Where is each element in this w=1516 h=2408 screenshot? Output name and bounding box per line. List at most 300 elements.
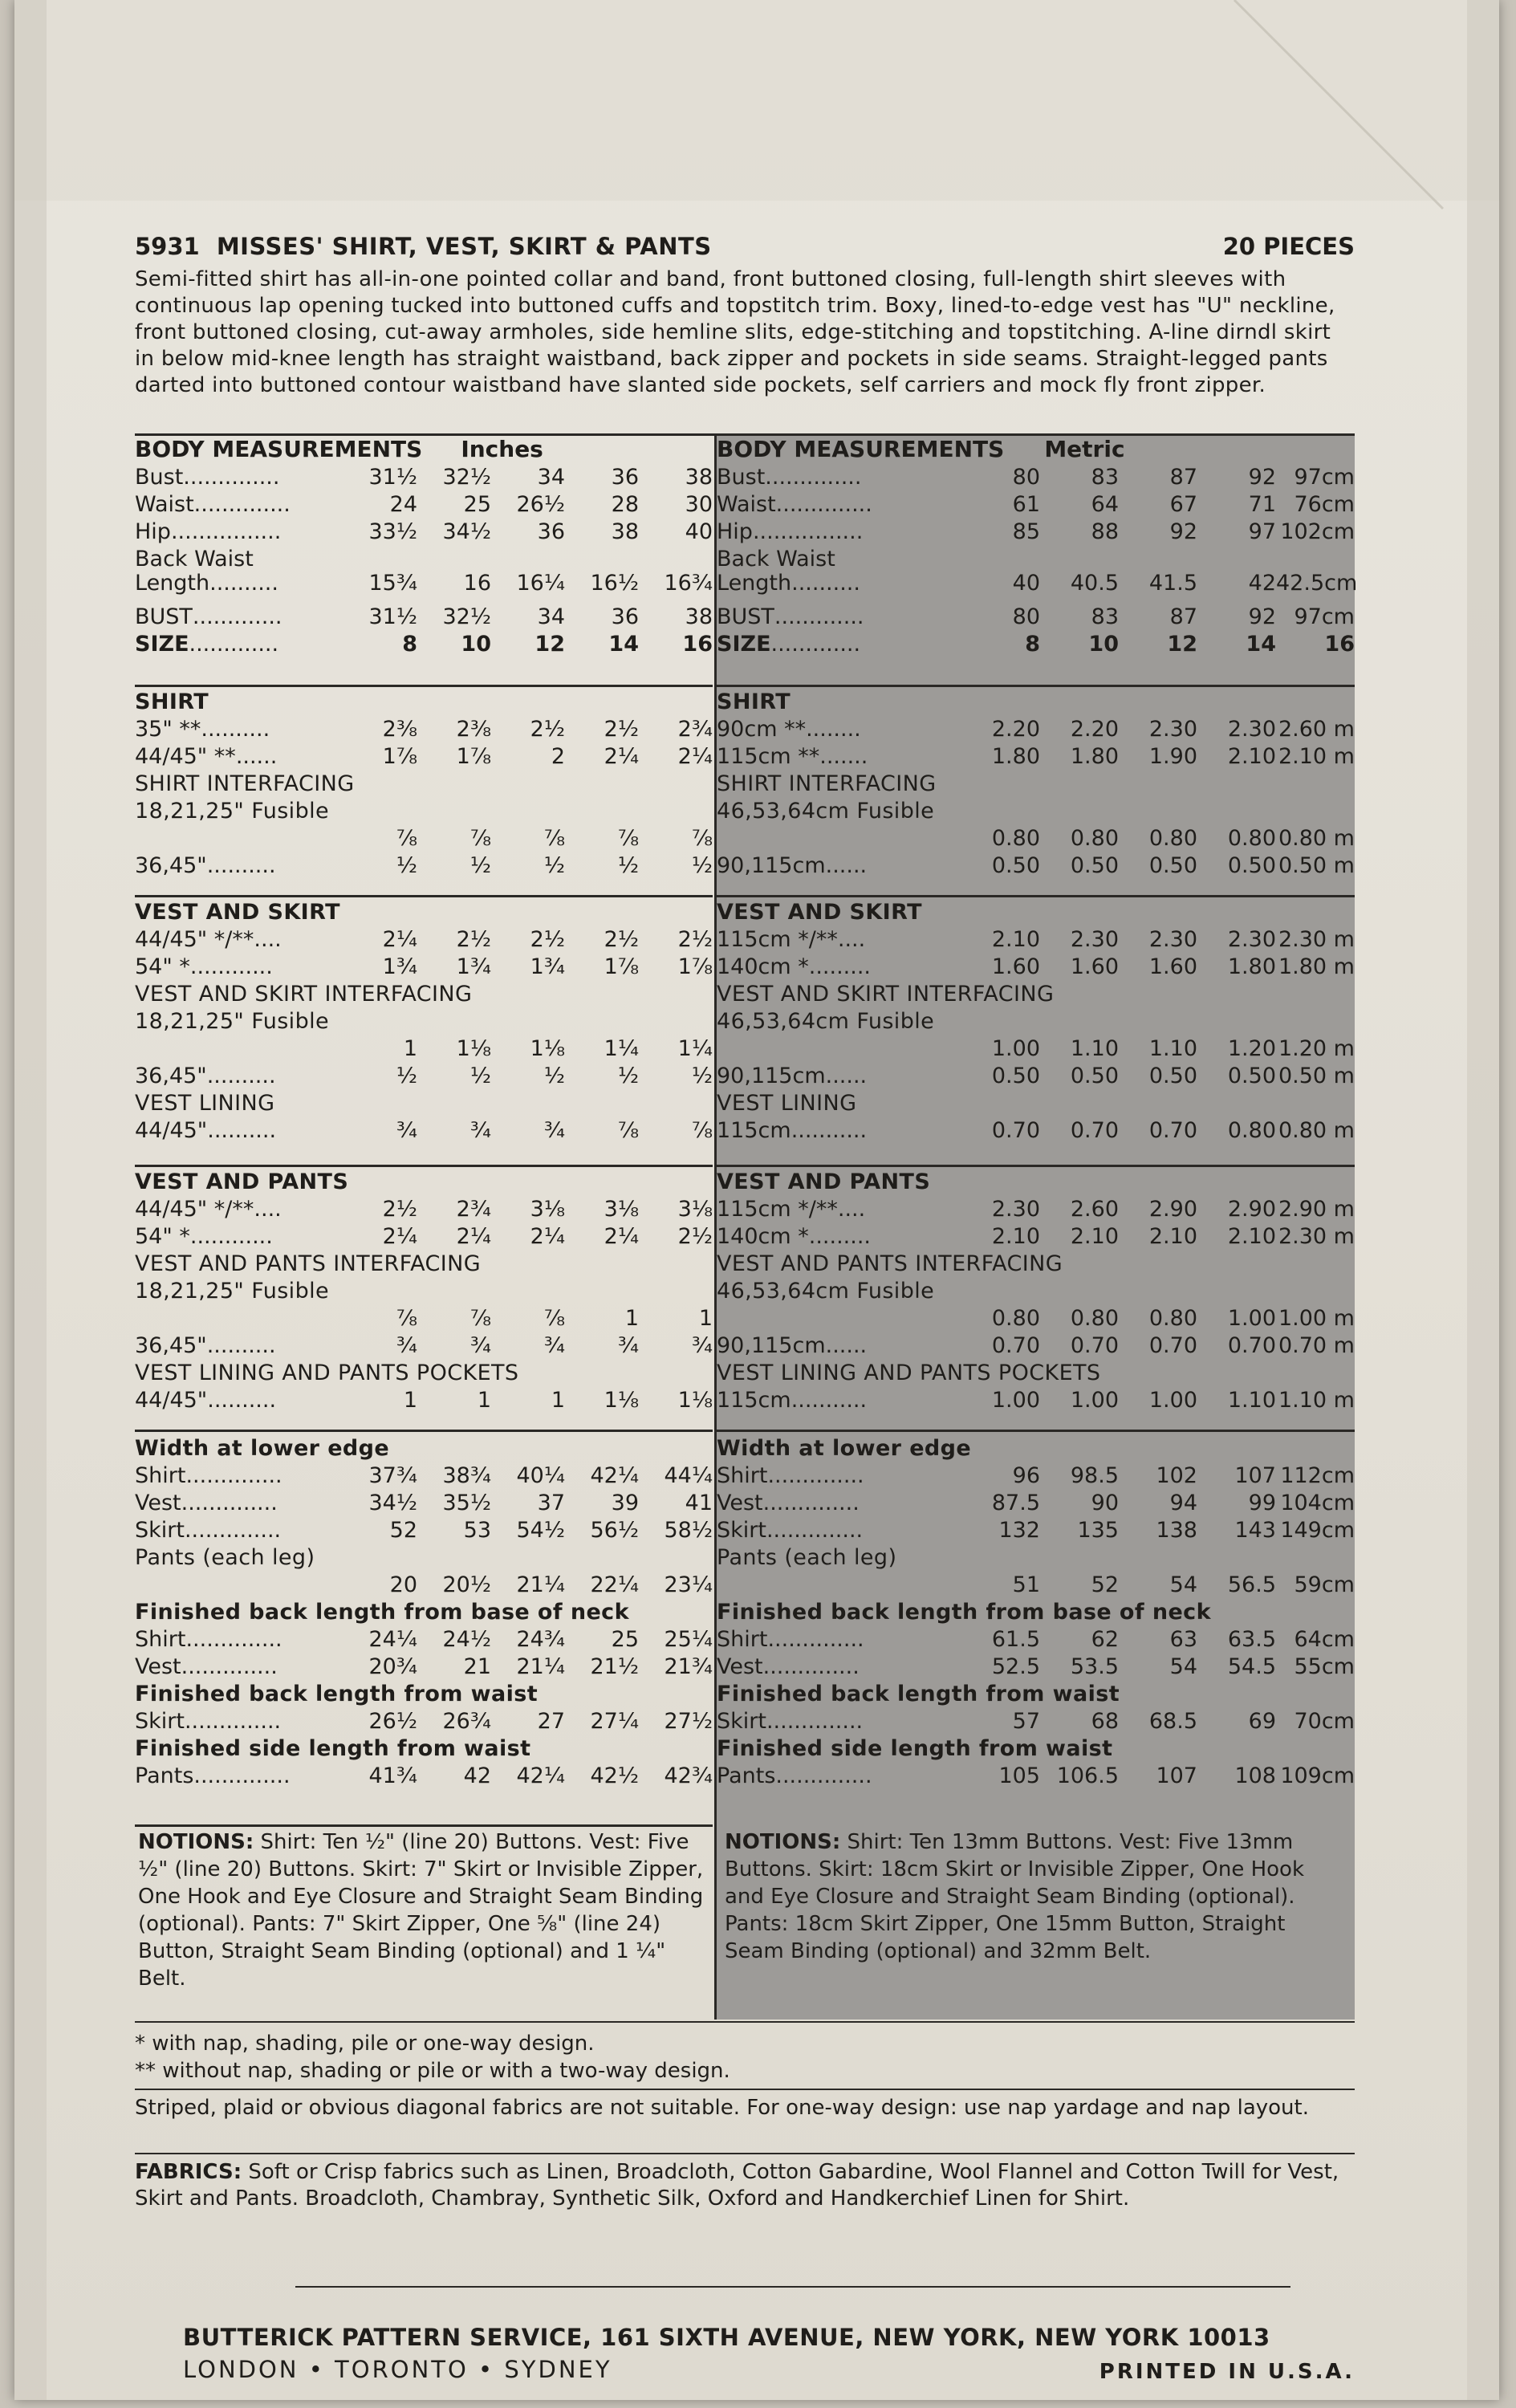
value-cell: 36: [611, 604, 639, 629]
value-cell: 38: [685, 604, 713, 629]
value-cell: 8: [402, 632, 417, 657]
value-cell: ½: [396, 1064, 417, 1088]
value-cell: 2½: [604, 717, 639, 742]
fabrics-label: FABRICS:: [135, 2160, 242, 2184]
value-cell: 2.10: [1227, 744, 1276, 769]
value-cell: 2.10: [1070, 1224, 1119, 1249]
value-cell: 16¾: [664, 571, 713, 596]
measure-row-bust: Bust .............. 31½ 32½ 34 36 38: [135, 465, 713, 490]
value-cell: 1⅛: [604, 1388, 639, 1413]
value-cell: 1.20 m: [1278, 1036, 1355, 1061]
value-cell: 10: [461, 632, 491, 657]
value-cell: 0.80: [1070, 1306, 1119, 1331]
value-cell: 2: [551, 744, 565, 769]
value-cells: [276, 1333, 713, 1358]
footnote-no-nap: ** without nap, shading or pile or with a two-way design.: [135, 2059, 730, 2083]
city-sydney: SYDNEY: [504, 2356, 612, 2383]
value-cells: [717, 826, 1355, 851]
value-cell: 1¾: [530, 954, 565, 979]
value-cell: 1.60: [1148, 954, 1197, 979]
value-cell: 42¼: [516, 1763, 565, 1788]
value-cell: 21½: [590, 1654, 639, 1679]
value-cell: 0.70: [991, 1333, 1040, 1358]
value-cell: 20: [389, 1572, 417, 1597]
value-cell: ⅞: [617, 826, 639, 851]
value-cell: 2¼: [530, 1224, 565, 1249]
value-cells: [867, 1118, 1355, 1143]
value-cell: 58½: [664, 1518, 713, 1543]
value-cell: 62: [1091, 1627, 1119, 1652]
value-cells: [135, 826, 713, 851]
value-cell: 83: [1091, 604, 1119, 629]
value-cell: 1.80: [991, 744, 1040, 769]
finished-measurements-inches: Width at lower edge Shirt .............. 37¾ 38¾ 40¼ 42¼ 44¼ Vest .............. 34½ 35½ 37 39 41 Skirt .............. 52 53 54½ 56½ 58½ Pants (each leg) 20 20½ 21¼ 22¼ 23¼ Finished back length from base of neck Shirt .............. 24¼ 24½ 24¾ 25 25¼ Vest .............. 20¾ 21 21¼ 21½ 21¾ Finished back length from waist Skirt .............. 26½ 26¾ 27 27¼ 27½ Finished side length from waist Pants .............. 41¾ 42 42¼ 42½ 42¾: [135, 1430, 713, 1827]
value-cell: 1⅞: [456, 744, 491, 769]
value-cell: 2.30: [1227, 927, 1276, 952]
value-cells: [717, 1036, 1355, 1061]
value-cell: 25: [463, 492, 491, 517]
value-cell: 92: [1248, 604, 1276, 629]
value-cell: 2.20: [1070, 717, 1119, 742]
value-cell: 1¼: [677, 1036, 713, 1061]
value-cells: [282, 1463, 713, 1488]
value-cell: 3⅛: [604, 1197, 639, 1222]
value-cell: 28: [611, 492, 639, 517]
value-cell: 36: [537, 519, 565, 544]
measure-row-hip: Hip ................ 33½ 34½ 36 38 40: [135, 519, 713, 544]
value-cell: 54½: [516, 1518, 565, 1543]
value-cell: 97cm: [1294, 604, 1355, 629]
value-cell: 57: [1012, 1709, 1040, 1734]
value-cell: 27¼: [590, 1709, 639, 1734]
value-cell: 56.5: [1227, 1572, 1276, 1597]
value-cell: 0.80: [991, 826, 1040, 851]
value-cell: 31½: [368, 604, 417, 629]
value-cell: 1⅛: [456, 1036, 491, 1061]
notions-inches: [135, 1822, 713, 2020]
value-cell: 0.80: [1148, 1306, 1197, 1331]
value-cell: 0.80 m: [1278, 1118, 1355, 1143]
notions-text-inches: Shirt: Ten ½" (line 20) Buttons. Vest: Five ½" (line 20) Buttons. Skirt: 7" Skirt or Invisible Zipper, One Hook and Eye Closure and Straight Seam Binding (optional). Pants: 7" Skirt Zipper, One ⅝" (line 24) Button, Straight Seam Binding (optional) and 1 ¼" Belt.: [138, 1830, 704, 1991]
value-cell: 2⅜: [456, 717, 491, 742]
printed-in-usa: PRINTED IN U.S.A.: [1099, 2360, 1355, 2384]
value-cell: 106.5: [1056, 1763, 1119, 1788]
divider: [295, 2286, 1290, 2288]
value-cell: 92: [1248, 465, 1276, 490]
value-cells: [135, 1572, 713, 1597]
value-cell: 2¼: [604, 1224, 639, 1249]
value-cells: [864, 604, 1355, 629]
value-cell: 0.70: [1227, 1333, 1276, 1358]
vest-skirt-yardage-metric: VEST AND SKIRT 115cm */** .... 2.10 2.30 2.30 2.30 2.30 m 140cm * ......... 1.60 1.60 1.60 1.80 1.80 m VEST AND SKIRT INTERFACING 46,53,64cm Fusible 1.00 1.10 1.10 1.20 1.20 m 90,115cm ...... 0.50 0.50 0.50 0.50 0.50 m VEST LINING 115cm ........... 0.70 0.70 0.70 0.80 0.80 m: [717, 895, 1355, 1167]
value-cell: 0.80: [1148, 826, 1197, 851]
value-cells: [279, 465, 713, 490]
value-cell: 1⅞: [382, 744, 417, 769]
value-cell: 0.50: [1070, 853, 1119, 878]
value-cell: 0.70: [1070, 1118, 1119, 1143]
value-cell: 42¼: [590, 1463, 639, 1488]
value-cell: 1.20: [1227, 1036, 1276, 1061]
value-cell: 67: [1169, 492, 1197, 517]
value-cell: 24: [389, 492, 417, 517]
value-cell: ¾: [469, 1333, 491, 1358]
value-cell: ¾: [617, 1333, 639, 1358]
value-cell: 12: [534, 632, 565, 657]
value-cell: 0.70: [991, 1118, 1040, 1143]
value-cell: ½: [617, 853, 639, 878]
value-cells: [278, 571, 713, 596]
value-cell: 2½: [456, 927, 491, 952]
value-cell: 51: [1012, 1572, 1040, 1597]
value-cell: 52: [1091, 1572, 1119, 1597]
value-cell: 34: [537, 604, 565, 629]
vest-skirt-yardage-inches: VEST AND SKIRT 44/45" */** .... 2¼ 2½ 2½ 2½ 2½ 54" * ............ 1¾ 1¾ 1¾ 1⅞ 1⅞ VEST AND SKIRT INTERFACING 18,21,25" Fusible 1 1⅛ 1⅛ 1¼ 1¼ 36,45" .......... ½ ½ ½ ½ ½ VEST LINING 44/45" .......... ¾ ¾ ¾ ⅞ ⅞: [135, 895, 713, 1167]
value-cell: 59cm: [1294, 1572, 1355, 1597]
value-cell: 70cm: [1294, 1709, 1355, 1734]
value-cell: 88: [1091, 519, 1119, 544]
measure-label-back-waist: Back Waist: [135, 547, 254, 571]
value-cell: 2½: [677, 927, 713, 952]
value-cell: 42½: [590, 1763, 639, 1788]
value-cell: ¾: [691, 1333, 713, 1358]
value-cells: [860, 1491, 1355, 1515]
value-cell: 27½: [664, 1709, 713, 1734]
value-cell: 135: [1077, 1518, 1119, 1543]
value-cells: [276, 1064, 713, 1088]
value-cell: 1.00: [1070, 1388, 1119, 1413]
pattern-description: Semi-fitted shirt has all-in-one pointed collar and band, front buttoned closing, full-length shirt sleeves with continuous lap opening tucked into buttoned cuffs and topstitch trim. Boxy, lined-to-edge vest has "U" neckline, front buttoned closing, cut-away armholes, side hemline slits, edge-stitching and topstitching. A-line dirndl skirt in below mid-knee length has straight waistband, back zipper and pockets in side seams. Straight-legged pants darted into buttoned contour waistband have slanted side pockets, self carriers and mock fly front zipper.: [135, 267, 1335, 397]
value-cell: 42: [1248, 571, 1276, 596]
value-cell: 1⅛: [530, 1036, 565, 1061]
value-cell: 1⅞: [604, 954, 639, 979]
value-cell: 2.30: [1070, 927, 1119, 952]
value-cell: ⅞: [543, 826, 565, 851]
value-cell: 2.10: [991, 927, 1040, 952]
value-cells: [281, 1709, 713, 1734]
value-cell: 34½: [368, 1491, 417, 1515]
divider: [135, 2089, 1355, 2090]
value-cell: 2.30 m: [1278, 927, 1355, 952]
value-cell: 92: [1169, 519, 1197, 544]
value-cell: 64: [1091, 492, 1119, 517]
section-header-shirt: SHIRT: [135, 689, 209, 714]
value-cell: ¾: [396, 1333, 417, 1358]
value-cell: 3⅛: [530, 1197, 565, 1222]
value-cells: [282, 927, 713, 952]
value-cells: [861, 717, 1355, 742]
value-cell: ⅞: [396, 1306, 417, 1331]
value-cells: [291, 492, 713, 517]
value-cell: 35½: [442, 1491, 491, 1515]
value-cell: 40: [1012, 571, 1040, 596]
value-cell: 16: [463, 571, 491, 596]
value-cell: 41: [685, 1491, 713, 1515]
value-cell: 132: [998, 1518, 1040, 1543]
value-cell: 2½: [604, 927, 639, 952]
value-cell: 26¾: [442, 1709, 491, 1734]
value-cell: 53: [463, 1518, 491, 1543]
value-cell: 44¼: [664, 1463, 713, 1488]
divider: [135, 2153, 1355, 2154]
value-cell: 10: [1088, 632, 1119, 657]
value-cell: 41¾: [368, 1763, 417, 1788]
value-cell: 2½: [677, 1224, 713, 1249]
value-cell: 2.60 m: [1278, 717, 1355, 742]
pattern-number: 5931: [135, 233, 200, 260]
value-cell: 34: [537, 465, 565, 490]
bullet-separator: •: [308, 2356, 325, 2383]
value-cells: [282, 1197, 713, 1222]
value-cell: 2.30: [1148, 717, 1197, 742]
value-cell: 1¾: [456, 954, 491, 979]
value-cell: 97cm: [1294, 465, 1355, 490]
value-cells: [278, 1654, 713, 1679]
value-cells: [872, 1763, 1355, 1788]
value-cell: 25¼: [664, 1627, 713, 1652]
value-cell: 2¾: [677, 717, 713, 742]
value-cells: [860, 571, 1358, 596]
value-cell: 1.00: [1227, 1306, 1276, 1331]
value-cell: 104cm: [1280, 1491, 1355, 1515]
value-cell: 2.30: [1227, 717, 1276, 742]
value-cell: 1.60: [991, 954, 1040, 979]
value-cell: 2¼: [604, 744, 639, 769]
value-cell: 0.50: [1070, 1064, 1119, 1088]
value-cell: 21¼: [516, 1654, 565, 1679]
vest-pants-yardage-inches: VEST AND PANTS 44/45" */** .... 2½ 2¾ 3⅛ 3⅛ 3⅛ 54" * ............ 2¼ 2¼ 2¼ 2¼ 2½ VEST AND PANTS INTERFACING 18,21,25" Fusible ⅞ ⅞ ⅞ 1 1 36,45" .......... ¾ ¾ ¾ ¾ ¾ VEST LINING AND PANTS POCKETS 44/45" .......... 1 1 1 1⅛ 1⅛: [135, 1165, 713, 1432]
value-cell: 68: [1091, 1709, 1119, 1734]
value-cells: [273, 1224, 713, 1249]
value-cell: 53.5: [1070, 1654, 1119, 1679]
value-cells: [276, 1388, 713, 1413]
value-cell: 112cm: [1280, 1463, 1355, 1488]
value-cell: 2¼: [382, 1224, 417, 1249]
value-cell: 107: [1156, 1763, 1197, 1788]
notions-metric: [714, 1822, 1355, 2020]
metric-column: [714, 436, 1358, 1824]
value-cell: ½: [396, 853, 417, 878]
value-cell: 38: [611, 519, 639, 544]
value-cell: 52.5: [991, 1654, 1040, 1679]
value-cell: 87: [1169, 604, 1197, 629]
value-cell: 22¼: [590, 1572, 639, 1597]
value-cell: 1.10 m: [1278, 1388, 1355, 1413]
value-cells: [861, 465, 1355, 490]
value-cell: ⅞: [617, 1118, 639, 1143]
value-cell: 0.80 m: [1278, 826, 1355, 851]
value-cell: 0.80: [1070, 826, 1119, 851]
value-cell: 2½: [530, 717, 565, 742]
shirt-yardage-metric: SHIRT 90cm ** ........ 2.20 2.20 2.30 2.30 2.60 m 115cm ** ....... 1.80 1.80 1.90 2.10 2.10 m SHIRT INTERFACING 46,53,64cm Fusible 0.80 0.80 0.80 0.80 0.80 m 90,115cm ...... 0.50 0.50 0.50 0.50 0.50 m: [717, 685, 1355, 897]
value-cell: 0.70: [1148, 1118, 1197, 1143]
value-cell: 85: [1012, 519, 1040, 544]
body-measurements-header: BODY MEASUREMENTS: [135, 436, 423, 462]
value-cells: [871, 954, 1355, 979]
value-cell: 25: [611, 1627, 639, 1652]
city-toronto: TORONTO: [335, 2356, 469, 2383]
value-cell: ¾: [543, 1118, 565, 1143]
value-cell: 0.50: [1148, 1064, 1197, 1088]
value-cell: 1⅛: [677, 1388, 713, 1413]
body-measurements-inches: [135, 436, 713, 687]
value-cell: 2½: [530, 927, 565, 952]
value-cell: ¾: [396, 1118, 417, 1143]
value-cell: 1.60: [1070, 954, 1119, 979]
value-cells: [864, 1463, 1355, 1488]
value-cell: ½: [617, 1064, 639, 1088]
value-cell: 54: [1169, 1654, 1197, 1679]
value-cell: 109cm: [1280, 1763, 1355, 1788]
value-cell: ⅞: [543, 1306, 565, 1331]
value-cell: 40.5: [1070, 571, 1119, 596]
value-cell: 2⅜: [382, 717, 417, 742]
value-cell: 0.50: [1148, 853, 1197, 878]
value-cells: [717, 1306, 1355, 1331]
value-cell: 138: [1156, 1518, 1197, 1543]
value-cell: 2.30: [1148, 927, 1197, 952]
value-cell: 68.5: [1148, 1709, 1197, 1734]
value-cells: [278, 1491, 713, 1515]
value-cell: 24¾: [516, 1627, 565, 1652]
value-cell: ⅞: [396, 826, 417, 851]
value-cells: [868, 744, 1355, 769]
value-cells: [863, 1518, 1355, 1543]
value-cell: 40¼: [516, 1463, 565, 1488]
value-cell: 98.5: [1070, 1463, 1119, 1488]
value-cells: [135, 1036, 713, 1061]
notions-text-metric: Shirt: Ten 13mm Buttons. Vest: Five 13mm Buttons. Skirt: 18cm Skirt or Invisible Zipper, One Hook and Eye Closure and Straight Seam Binding (optional). Pants: 18cm Skirt Zipper, One 15mm Button, Straight Seam Binding (optional) and 32mm Belt.: [725, 1830, 1305, 1963]
value-cell: 1¼: [604, 1036, 639, 1061]
value-cell: 38¾: [442, 1463, 491, 1488]
value-cell: 2¼: [456, 1224, 491, 1249]
value-cell: 1: [624, 1306, 639, 1331]
value-cell: 14: [608, 632, 639, 657]
value-cell: 2.30: [991, 1197, 1040, 1222]
measure-row-length: Length .......... 15¾ 16 16¼ 16½ 16¾: [135, 571, 713, 596]
value-cell: 64cm: [1294, 1627, 1355, 1652]
value-cell: 1.10: [1227, 1388, 1276, 1413]
value-cell: 2.10: [1148, 1224, 1197, 1249]
value-cell: 14: [1246, 632, 1276, 657]
value-cell: 20½: [442, 1572, 491, 1597]
value-cell: 97: [1248, 519, 1276, 544]
value-cell: 39: [611, 1491, 639, 1515]
value-cells: [276, 1118, 713, 1143]
vest-pants-yardage-metric: VEST AND PANTS 115cm */** .... 2.30 2.60 2.90 2.90 2.90 m 140cm * ......... 2.10 2.10 2.10 2.10 2.30 m VEST AND PANTS INTERFACING 46,53,64cm Fusible 0.80 0.80 0.80 1.00 1.00 m 90,115cm ...... 0.70 0.70 0.70 0.70 0.70 m VEST LINING AND PANTS POCKETS 115cm ........... 1.00 1.00 1.00 1.10 1.10 m: [717, 1165, 1355, 1432]
value-cell: 2½: [382, 1197, 417, 1222]
value-cells: [276, 853, 713, 878]
value-cell: ½: [543, 1064, 565, 1088]
value-cell: ¾: [469, 1118, 491, 1143]
value-cell: 1: [698, 1306, 713, 1331]
value-cell: 2.10 m: [1278, 744, 1355, 769]
value-cell: 41.5: [1148, 571, 1197, 596]
value-cell: 1.90: [1148, 744, 1197, 769]
value-cell: ½: [543, 853, 565, 878]
value-cell: 2.90: [1227, 1197, 1276, 1222]
value-cell: 94: [1169, 1491, 1197, 1515]
value-cells: [278, 632, 713, 657]
value-cell: 1.00: [991, 1036, 1040, 1061]
value-cells: [867, 1064, 1355, 1088]
notions-label-metric: NOTIONS:: [725, 1830, 841, 1854]
value-cell: 52: [389, 1518, 417, 1543]
pieces-count: 20 PIECES: [1222, 233, 1355, 260]
value-cell: 102cm: [1280, 519, 1355, 544]
finished-measurements-metric: Width at lower edge Shirt .............. 96 98.5 102 107 112cm Vest .............. 87.5 90 94 99 104cm Skirt .............. 132 135 138 143 149cm Pants (each leg) 51 52 54 56.5 59cm Finished back length from base of neck Shirt .............. 61.5 62 63 63.5 64cm Vest .............. 52.5 53.5 54 54.5 55cm Finished back length from waist Skirt .............. 57 68 68.5 69 70cm Finished side length from waist Pants .............. 105 106.5 107 108 109cm: [717, 1430, 1355, 1827]
value-cell: 27: [537, 1709, 565, 1734]
value-cells: [871, 1224, 1355, 1249]
value-cell: 0.80: [1227, 826, 1276, 851]
value-cell: 20¾: [368, 1654, 417, 1679]
value-cell: 16: [1324, 632, 1355, 657]
value-cell: 54.5: [1227, 1654, 1276, 1679]
publisher-cities: [183, 2356, 612, 2383]
value-cell: 2¼: [677, 744, 713, 769]
bullet-separator: •: [478, 2356, 495, 2383]
unit-label: Inches: [461, 436, 543, 462]
value-cell: 87.5: [991, 1491, 1040, 1515]
value-cell: 1: [551, 1388, 565, 1413]
body-measurements-metric: BODY MEASUREMENTS Metric Bust .............. 80 83 87 92 97cm Waist .............. 61 64 67 71 76cm Hip ................ 85 88 92 97 102cm Back Waist Length .......... 40 40.5 41.5 42 42.5cm BUST ............. 80 83 87 92 97cm SIZE ............. 8 10 12 14 16: [717, 436, 1355, 687]
value-cell: 102: [1156, 1463, 1197, 1488]
measure-row-size: SIZE ............. 8 10 12 14 16: [135, 632, 713, 657]
value-cell: ⅞: [469, 826, 491, 851]
value-cell: 1.80: [1227, 954, 1276, 979]
value-cell: 105: [998, 1763, 1040, 1788]
value-cell: 12: [1167, 632, 1197, 657]
value-cell: 0.80: [991, 1306, 1040, 1331]
value-cell: 0.50: [991, 853, 1040, 878]
value-cells: [281, 1518, 713, 1543]
value-cells: [867, 853, 1355, 878]
value-cell: 80: [1012, 465, 1040, 490]
fabrics-text: Soft or Crisp fabrics such as Linen, Broadcloth, Cotton Gabardine, Wool Flannel and Cotton Twill for Vest, Skirt and Pants. Broadcloth, Chambray, Synthetic Silk, Oxford and Handkerchief Linen for Shirt.: [135, 2160, 1339, 2211]
city-london: LONDON: [183, 2356, 299, 2383]
value-cell: 24½: [442, 1627, 491, 1652]
value-cell: 90: [1091, 1491, 1119, 1515]
value-cell: 38: [685, 465, 713, 490]
value-cell: ⅞: [469, 1306, 491, 1331]
value-cell: 87: [1169, 465, 1197, 490]
value-cell: 3⅛: [677, 1197, 713, 1222]
value-cell: ⅞: [691, 826, 713, 851]
value-cell: 1: [403, 1036, 417, 1061]
value-cells: [717, 1572, 1355, 1597]
value-cell: 76cm: [1294, 492, 1355, 517]
value-cell: 0.50 m: [1278, 1064, 1355, 1088]
value-cell: 16½: [590, 571, 639, 596]
value-cell: 99: [1248, 1491, 1276, 1515]
value-cell: 71: [1248, 492, 1276, 517]
value-cell: 0.50: [1227, 1064, 1276, 1088]
value-cell: 15¾: [368, 571, 417, 596]
divider: [135, 2021, 1355, 2023]
value-cell: ⅞: [691, 1118, 713, 1143]
value-cell: 2.90: [1148, 1197, 1197, 1222]
value-cell: 2.10: [991, 1224, 1040, 1249]
value-cell: ½: [691, 853, 713, 878]
value-cells: [872, 492, 1355, 517]
value-cell: 107: [1234, 1463, 1276, 1488]
value-cell: 0.50 m: [1278, 853, 1355, 878]
yardage-chart: [135, 433, 1358, 1824]
value-cell: 63.5: [1227, 1627, 1276, 1652]
value-cells: [282, 1627, 713, 1652]
value-cell: 37¾: [368, 1463, 417, 1488]
value-cells: [291, 1763, 713, 1788]
pattern-title: MISSES' SHIRT, VEST, SKIRT & PANTS: [216, 233, 712, 260]
